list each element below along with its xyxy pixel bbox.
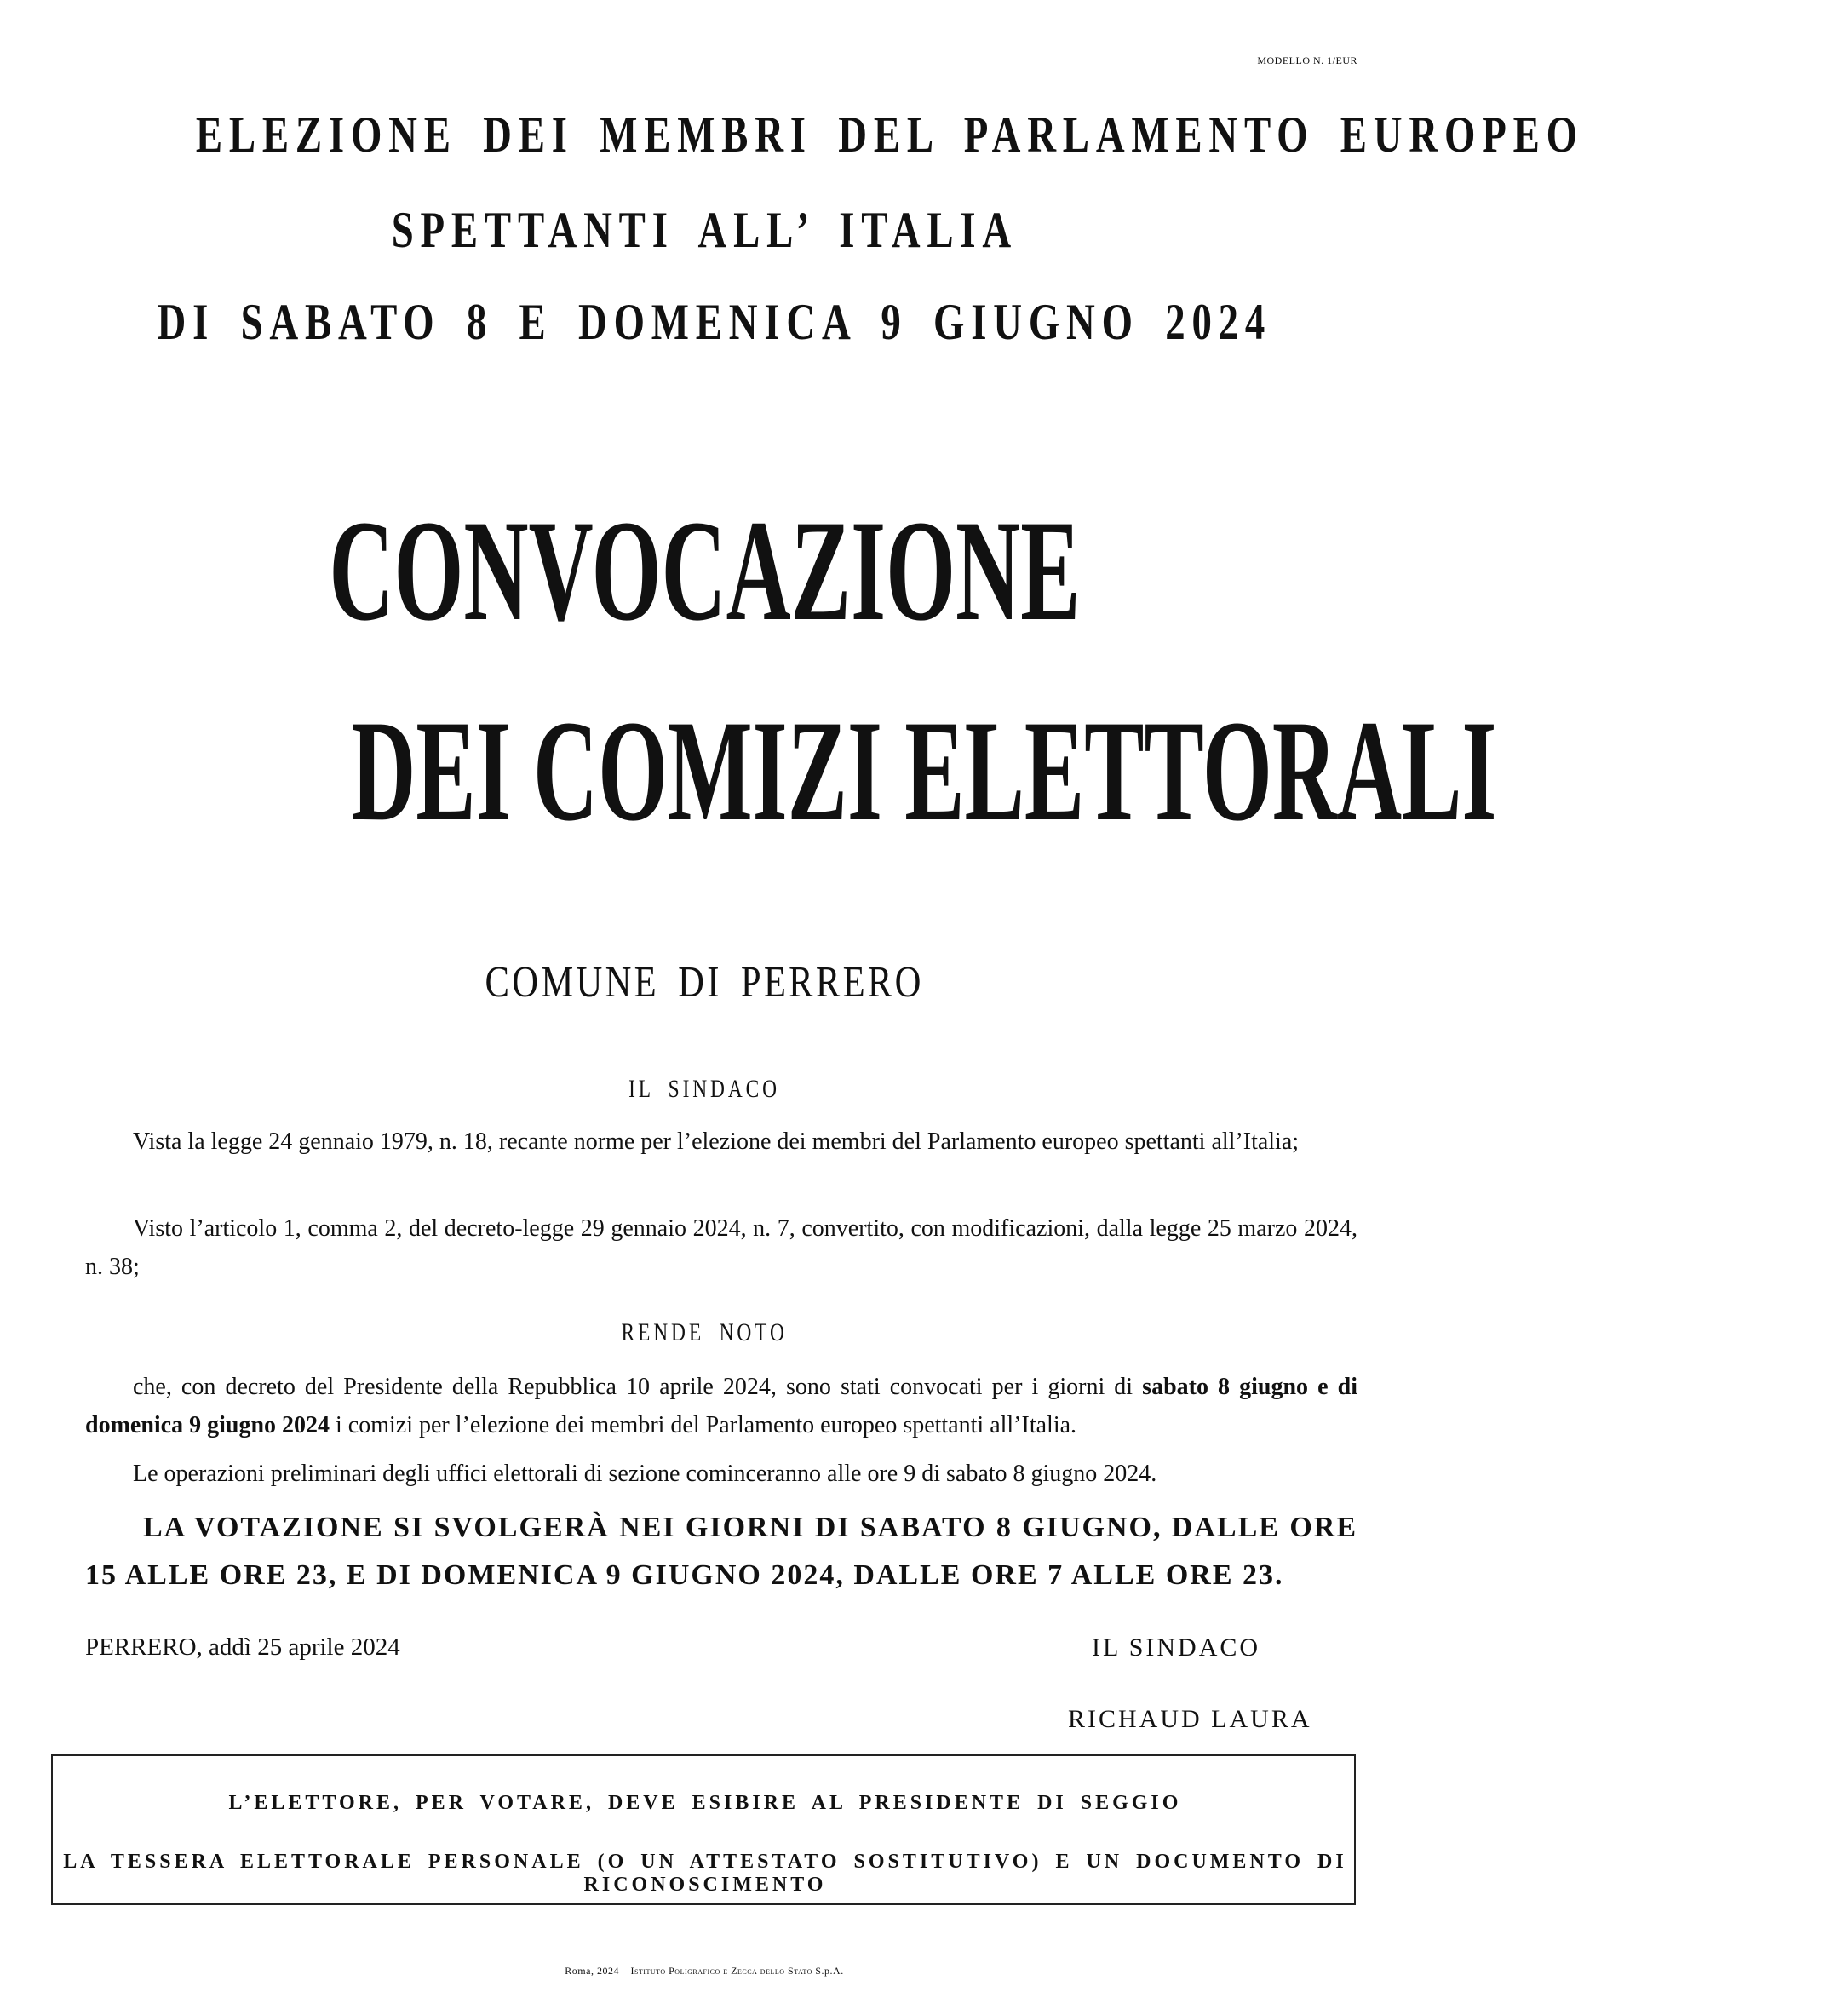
header-line-3: DI SABATO 8 E DOMENICA 9 GIUGNO 2024	[157, 294, 1272, 350]
header-line-1: ELEZIONE DEI MEMBRI DEL PARLAMENTO EUROPEO	[195, 106, 1584, 163]
place-date: PERRERO, addì 25 aprile 2024	[85, 1633, 400, 1661]
title-line-2: DEI COMIZI ELETTORALI	[351, 691, 1497, 851]
paragraph-convocazione: che, con decreto del Presidente della Repubblica 10 aprile 2024, sono stati convocati per i giorni di sabato 8 giugno e di domenica 9 giugno 2024 i comizi per l’elezione dei membri del Parlamento europeo spettanti all’Italia.	[85, 1374, 1357, 1438]
notice-line-2: LA TESSERA ELETTORALE PERSONALE (O UN ATTESTATO SOSTITUTIVO) E UN DOCUMENTO DI RICONOSCIMENTO	[63, 1851, 1347, 1896]
sindaco-heading: IL SINDACO	[628, 1075, 780, 1103]
notice-box	[51, 1754, 1356, 1905]
paragraph-legge: Vista la legge 24 gennaio 1979, n. 18, recante norme per l’elezione dei membri del Parlamento europeo spettanti all’Italia;	[133, 1128, 1300, 1155]
rende-noto-heading: RENDE NOTO	[621, 1318, 788, 1346]
paragraph-votazione: LA VOTAZIONE SI SVOLGERÀ NEI GIORNI DI SABATO 8 GIUGNO, DALLE ORE 15 ALLE ORE 23, E DI DOMENICA 9 GIUGNO 2024, DALLE ORE 7 ALLE ORE 23.	[85, 1512, 1357, 1591]
model-code: MODELLO N. 1/EUR	[1257, 55, 1357, 66]
comune-name: COMUNE DI PERRERO	[485, 958, 924, 1007]
signature-name: RICHAUD LAURA	[1068, 1705, 1312, 1733]
footer-imprint: Roma, 2024 – Istituto Poligrafico e Zecca dello Stato S.p.A.	[565, 1965, 844, 1977]
dates-bold: sabato 8 giugno e di domenica 9 giugno 2024	[85, 1374, 1357, 1438]
signature-title: IL SINDACO	[1092, 1633, 1261, 1662]
notice-line-1: L’ELETTORE, PER VOTARE, DEVE ESIBIRE AL PRESIDENTE DI SEGGIO	[228, 1792, 1182, 1814]
header-line-2: SPETTANTI ALL’ ITALIA	[391, 202, 1018, 258]
paragraph-decreto: Visto l’articolo 1, comma 2, del decreto-legge 29 gennaio 2024, n. 7, convertito, con modificazioni, dalla legge 25 marzo 2024, n. 38;	[85, 1215, 1357, 1280]
paragraph-operazioni: Le operazioni preliminari degli uffici elettorali di sezione cominceranno alle ore 9 di sabato 8 giugno 2024.	[133, 1461, 1157, 1487]
title-line-1: CONVOCAZIONE	[328, 491, 1081, 651]
